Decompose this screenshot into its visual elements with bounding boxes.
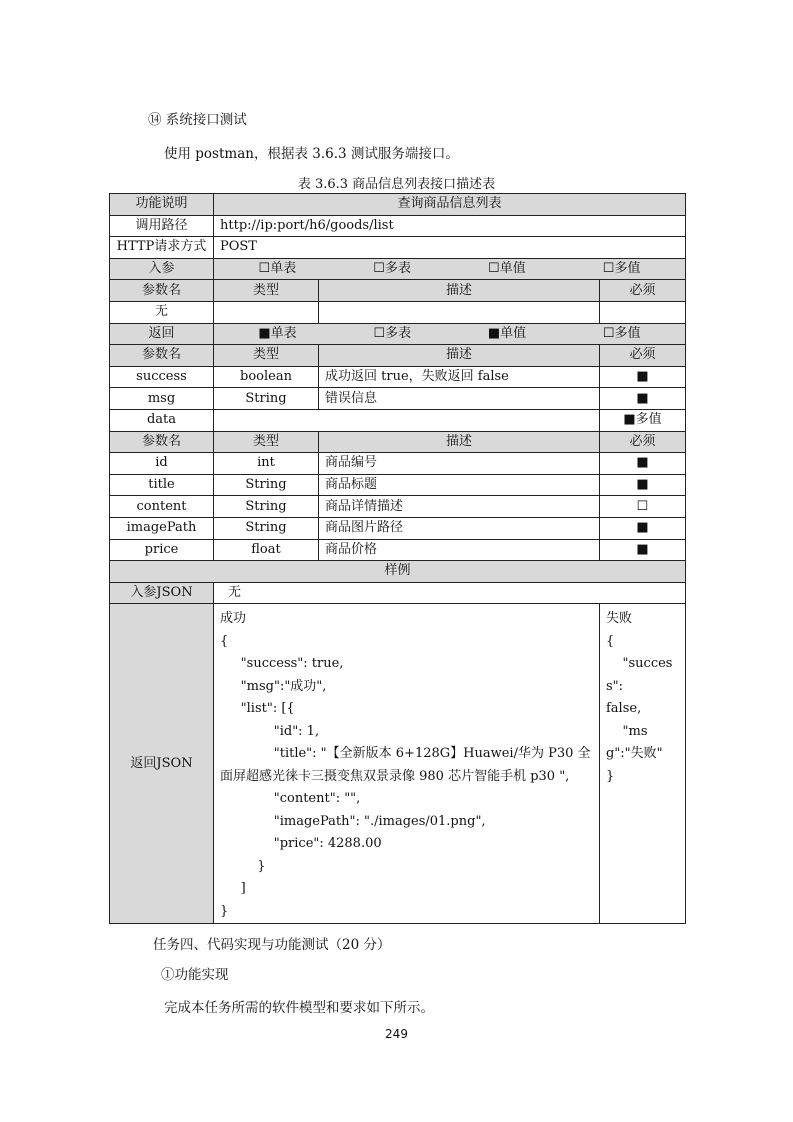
table-row (110, 237, 686, 259)
table-row (110, 258, 686, 280)
col-param: 参数名 (110, 431, 214, 453)
return-options (214, 323, 686, 345)
col-required: 必须 (600, 345, 686, 367)
return-json-label: 返回JSON (110, 604, 214, 924)
table-row (110, 323, 686, 345)
page-number: 249 (385, 1027, 408, 1041)
param-required: ■ (600, 474, 686, 496)
param-desc: 商品编号 (319, 453, 600, 475)
table-row (110, 517, 686, 539)
table-row (110, 366, 686, 388)
param-type: String (214, 517, 319, 539)
input-option-single-table: ☐单表 (258, 261, 297, 277)
param-desc: 商品详情描述 (319, 496, 600, 518)
example-label: 样例 (110, 561, 686, 583)
table-header-row (110, 431, 686, 453)
param-name: msg (110, 388, 214, 410)
data-required: ■多值 (600, 409, 686, 431)
param-required: ■ (600, 388, 686, 410)
return-option-single-value: ■单值 (487, 325, 527, 341)
col-desc: 描述 (319, 345, 600, 367)
param-type: int (214, 453, 319, 475)
col-required: 必须 (600, 280, 686, 302)
table-row (110, 539, 686, 561)
func-value: 查询商品信息列表 (214, 194, 686, 216)
param-desc: 成功返回 true，失败返回 false (319, 366, 600, 388)
input-option-multi-table: ☐多表 (373, 261, 411, 277)
col-type: 类型 (214, 280, 319, 302)
intro-paragraph: 使用 postman，根据表 3.6.3 测试服务端接口。 (164, 146, 459, 162)
table-caption: 表 3.6.3 商品信息列表接口描述表 (297, 177, 496, 192)
table-row (110, 453, 686, 475)
input-none: 无 (110, 301, 214, 323)
input-options (214, 258, 686, 280)
success-json-cell (214, 604, 600, 924)
col-type: 类型 (214, 431, 319, 453)
param-type: boolean (214, 366, 319, 388)
col-required: 必须 (600, 431, 686, 453)
return-option-single-table: ■单表 (258, 325, 297, 341)
return-option-multi-value: ☐多值 (602, 325, 641, 341)
input-json-label: 入参JSON (110, 582, 214, 604)
param-desc: 错误信息 (319, 388, 600, 410)
success-json: 成功 { "success": true, "msg":"成功", "list": [{ "id": 1, "title": "【全新版本 6+128G】Huawei/华为 P30 全面屏超感光徕卡三摄变焦双景录像 980 芯片智能手机 p30 ", "content": "", "imagePath": "./images/01.png", "price": 4288.00 } ] } (220, 611, 591, 919)
param-required: ■ (600, 539, 686, 561)
table-row (110, 604, 686, 924)
input-label: 入参 (110, 258, 214, 280)
return-option-multi-table: ☐多表 (373, 325, 412, 341)
col-param: 参数名 (110, 280, 214, 302)
param-name: success (110, 366, 214, 388)
task-subtitle: ①功能实现 (161, 967, 229, 983)
table-row (110, 301, 686, 323)
table-row (110, 496, 686, 518)
data-label: data (110, 409, 214, 431)
table-row (110, 582, 686, 604)
col-desc: 描述 (319, 431, 600, 453)
input-json-value: 无 (214, 582, 686, 604)
func-label: 功能说明 (110, 194, 214, 216)
param-name: price (110, 539, 214, 561)
table-row (110, 194, 686, 216)
param-required: ■ (600, 366, 686, 388)
fail-json-cell (600, 604, 686, 924)
param-type: String (214, 388, 319, 410)
fail-json: 失败 { "success": false, "msg":"失败" } (606, 611, 673, 784)
task-text: 完成本任务所需的软件模型和要求如下所示。 (164, 1000, 434, 1016)
param-name: id (110, 453, 214, 475)
param-type: String (214, 474, 319, 496)
return-label: 返回 (110, 323, 214, 345)
table-row (110, 561, 686, 583)
method-value: POST (214, 237, 686, 259)
interface-spec-table (109, 193, 686, 924)
col-param: 参数名 (110, 345, 214, 367)
param-name: imagePath (110, 517, 214, 539)
param-type: float (214, 539, 319, 561)
input-option-multi-value: ☐多值 (602, 261, 641, 277)
table-row (110, 474, 686, 496)
param-desc: 商品价格 (319, 539, 600, 561)
path-value: http://ip:port/h6/goods/list (214, 215, 686, 237)
table-row (110, 409, 686, 431)
param-required: ■ (600, 453, 686, 475)
table-row (110, 388, 686, 410)
table-header-row (110, 280, 686, 302)
table-row (110, 215, 686, 237)
param-desc: 商品标题 (319, 474, 600, 496)
path-label: 调用路径 (110, 215, 214, 237)
method-label: HTTP请求方式 (110, 237, 214, 259)
param-name: content (110, 496, 214, 518)
param-required: ■ (600, 517, 686, 539)
task-title: 任务四、代码实现与功能测试（20 分） (153, 937, 391, 953)
param-desc: 商品图片路径 (319, 517, 600, 539)
param-required: ☐ (600, 496, 686, 518)
input-option-single-value: ☐单值 (488, 261, 526, 277)
col-type: 类型 (214, 345, 319, 367)
table-header-row (110, 345, 686, 367)
section-heading: ⑭ 系统接口测试 (148, 112, 247, 128)
param-name: title (110, 474, 214, 496)
col-desc: 描述 (319, 280, 600, 302)
param-type: String (214, 496, 319, 518)
